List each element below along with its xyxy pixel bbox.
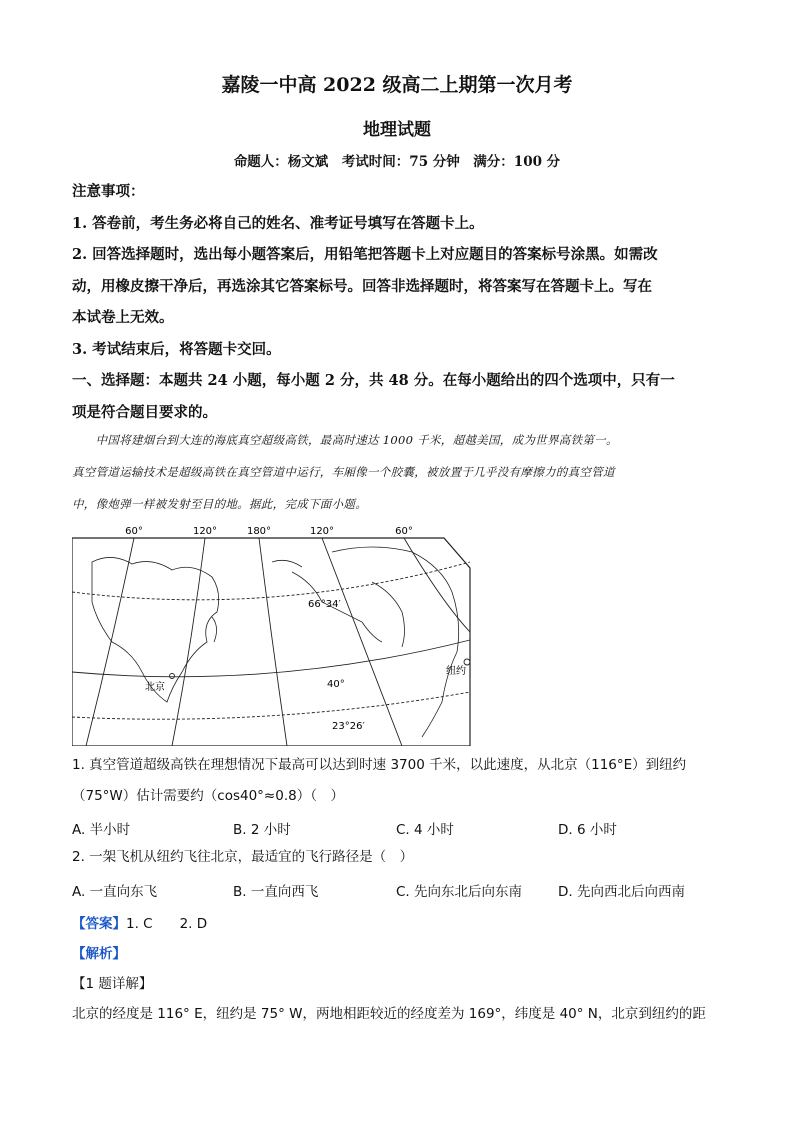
lon-label-60e: 60° xyxy=(395,526,413,537)
q2-option-a: A. 一直向东飞 xyxy=(72,884,158,900)
arctic-circle-label: 66°34′ xyxy=(308,599,341,610)
newyork-label: 纽约 xyxy=(446,666,466,677)
answer-line xyxy=(72,912,207,932)
q1-option-d: D. 6 小时 xyxy=(558,822,617,838)
world-map-figure xyxy=(72,522,472,746)
exam-title: 嘉陵一中高 2022 级高二上期第一次月考 xyxy=(221,74,573,96)
map-frame xyxy=(72,538,470,746)
subject-title: 地理试题 xyxy=(363,120,431,140)
note-item-3: 3. 考试结束后，将答题卡交回。 xyxy=(72,340,281,358)
q1-option-a: A. 半小时 xyxy=(72,822,131,838)
question-1-stem-line-1: 1. 真空管道超级高铁在理想情况下最高可以达到时速 3700 千米，以此速度，从北京（116°E）到纽约 xyxy=(72,757,687,773)
tropic-label: 23°26′ xyxy=(332,721,365,732)
q1-option-c: C. 4 小时 xyxy=(396,822,454,838)
note-item-1: 1. 答卷前，考生务必将自己的姓名、准考证号填写在答题卡上。 xyxy=(72,214,484,232)
newyork-marker xyxy=(464,659,470,665)
question-1-stem-line-2: （75°W）估计需要约（cos40°≈0.8）（ ） xyxy=(72,788,344,804)
lon-label-120w: 120° xyxy=(309,526,335,537)
exam-meta: 命题人：杨文斌 考试时间：75 分钟 满分：100 分 xyxy=(233,154,561,170)
beijing-marker xyxy=(170,674,175,679)
note-item-2-line-2: 动，用橡皮擦干净后，再选涂其它答案标号。回答非选择题时，将答案写在答题卡上。写在 xyxy=(72,277,652,295)
notes-heading: 注意事项： xyxy=(72,183,145,200)
question-2-stem: 2. 一架飞机从纽约飞往北京，最适宜的飞行路径是（ ） xyxy=(72,849,414,865)
coastlines xyxy=(92,547,459,737)
answer-text: 1. C 2. D xyxy=(126,916,208,932)
passage-line-1: 中国将建烟台到大连的海底真空超级高铁，最高时速达 1000 千米，超越美国，成为世界高铁第一。 xyxy=(72,433,618,447)
q2-option-b: B. 一直向西飞 xyxy=(233,884,319,900)
q2-option-c: C. 先向东北后向东南 xyxy=(396,884,523,900)
analysis-label: 【解析】 xyxy=(72,946,126,962)
arctic-circle-line xyxy=(72,562,470,600)
section-heading-line-2: 项是符合题目要求的。 xyxy=(72,403,217,421)
tropic-line xyxy=(72,692,470,719)
detail-line: 北京的经度是 116° E，纽约是 75° W，两地相距较近的经度差为 169°，纬度是 40° N，北京到纽约的距 xyxy=(72,1006,706,1022)
beijing-label: 北京 xyxy=(145,682,165,693)
reading-passage xyxy=(72,424,724,520)
answer-label: 【答案】 xyxy=(72,916,126,932)
lon-label-120e: 120° xyxy=(192,526,218,537)
question-1 xyxy=(72,750,724,812)
passage-line-3: 中，像炮弹一样被发射至目的地。据此，完成下面小题。 xyxy=(72,497,367,511)
meridian-lines xyxy=(86,538,470,746)
passage-line-2: 真空管道运输技术是超级高铁在真空管道中运行，车厢像一个胶囊，被放置于几乎没有摩擦力的真空管道 xyxy=(72,465,615,479)
note-item-2-line-3: 本试卷上无效。 xyxy=(72,309,174,326)
detail-heading: 【1 题详解】 xyxy=(72,976,153,992)
parallel-40-label: 40° xyxy=(327,679,345,690)
note-item-2-line-1: 2. 回答选择题时，选出每小题答案后，用铅笔把答题卡上对应题目的答案标号涂黑。如需改 xyxy=(72,246,658,263)
lon-label-60w: 60° xyxy=(125,526,143,537)
q1-option-b: B. 2 小时 xyxy=(233,822,291,838)
section-heading-line-1: 一、选择题：本题共 24 小题，每小题 2 分，共 48 分。在每小题给出的四个选项中，只有一 xyxy=(72,372,675,389)
lon-label-180: 180° xyxy=(246,526,272,537)
notes-block xyxy=(72,176,724,428)
q2-option-d: D. 先向西北后向西南 xyxy=(558,884,685,900)
parallel-40-line xyxy=(72,640,470,677)
